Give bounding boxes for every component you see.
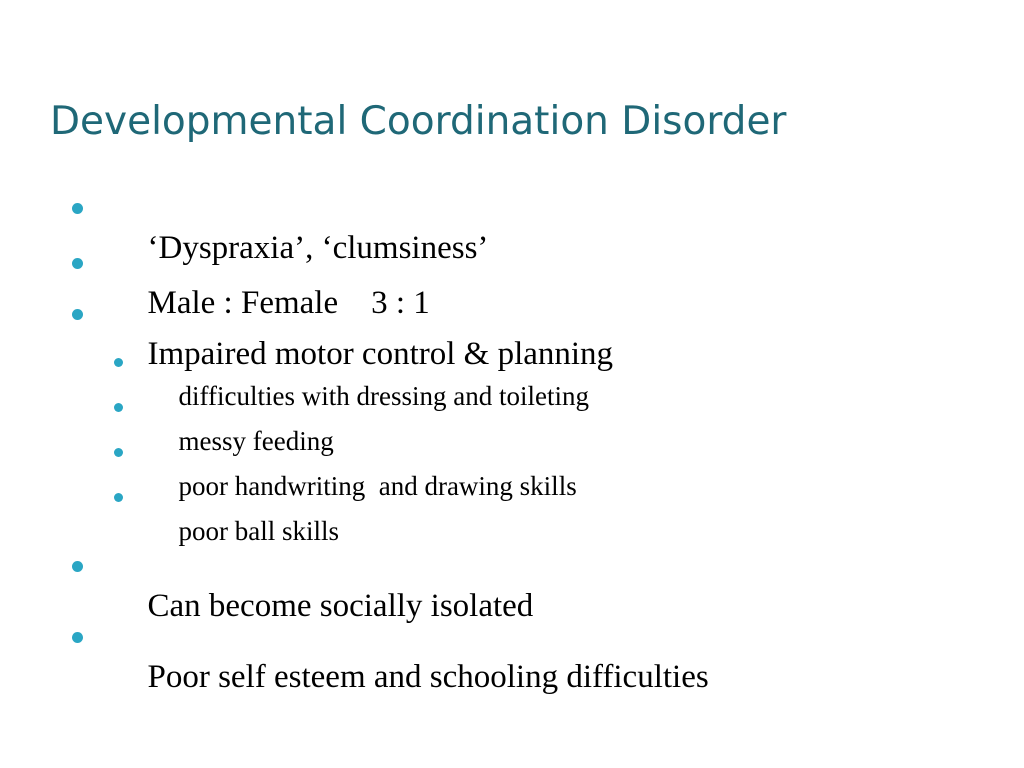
bullet-list	[68, 0, 1008, 768]
bullet-icon	[72, 258, 83, 269]
list-item-text: Poor self esteem and schooling difficulties	[147, 659, 709, 695]
list-item-text: Can become socially isolated	[147, 588, 534, 624]
bullet-icon	[72, 561, 83, 572]
bullet-icon	[114, 403, 123, 412]
bullet-icon	[72, 632, 83, 643]
list-item-text: ‘Dyspraxia’, ‘clumsiness’	[147, 230, 489, 266]
bullet-icon	[72, 203, 83, 214]
bullet-icon	[72, 309, 83, 320]
list-item-text: difficulties with dressing and toileting	[178, 381, 589, 411]
bullet-icon	[114, 358, 123, 367]
list-item-text: Male : Female 3 : 1	[147, 285, 430, 321]
list-item-text: poor ball skills	[178, 516, 339, 546]
slide-title: Developmental Coordination Disorder	[50, 99, 787, 144]
list-item	[68, 617, 709, 737]
list-item-text: Impaired motor control & planning	[147, 336, 614, 372]
bullet-icon	[114, 448, 123, 457]
list-item-text: messy feeding	[178, 426, 334, 456]
list-item-text: poor handwriting and drawing skills	[178, 471, 577, 501]
bullet-icon	[114, 493, 123, 502]
